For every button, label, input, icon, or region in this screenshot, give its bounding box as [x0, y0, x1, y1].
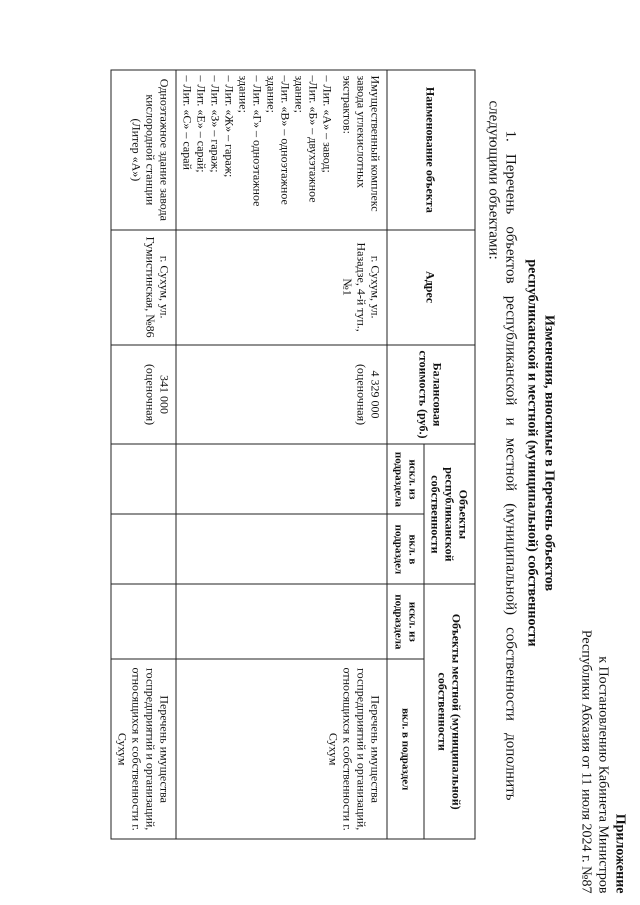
cell-name [111, 70, 176, 230]
cell-rep-incl [176, 514, 387, 584]
appendix-line-1: к Постановлению Кабинета Министров [595, 655, 610, 893]
cell-name [176, 70, 387, 230]
header-rep-excl: искл. из подраздела [387, 444, 424, 514]
cell-value: 4 329 000 (оценочная) [176, 344, 387, 444]
cell-rep-excl [111, 444, 176, 514]
cell-mun-excl [111, 584, 176, 659]
header-value: Балансовая стоимость (руб.) [387, 344, 475, 444]
appendix-block [577, 629, 628, 893]
cell-mun-excl [176, 584, 387, 659]
name-line: Имущественный комплекс завода углекислотных экстрактов: [340, 75, 382, 212]
name-line: – Лит. «Г» – одноэтажное здание; [236, 75, 264, 206]
header-mun-incl: вкл. в подраздел [387, 659, 424, 839]
objects-table [110, 69, 475, 839]
cell-rep-incl [111, 514, 176, 584]
heading-line-1: Изменения, вносимые в Перечень объектов [541, 314, 556, 591]
header-municipal: Объекты местной (муниципальной) собственности [424, 584, 475, 839]
heading-line-2: республиканской и местной (муниципальной) собственности [524, 258, 539, 647]
cell-address: г. Сухум, ул. Гумистинская, №86 [111, 229, 176, 344]
table-header-row [424, 70, 475, 839]
name-line: – Лит. «Ж» – гараж; [222, 75, 236, 177]
header-rep-incl: вкл. в подраздел [387, 514, 424, 584]
name-line: – Лит. «З» – гараж; [208, 75, 222, 173]
cell-address: г. Сухум, ул. Назадзе, 4-й туп., №1 [176, 229, 387, 344]
header-republican: Объекты республиканской собственности [424, 444, 475, 584]
name-line: – Лит. «Е» – сарай; [194, 75, 208, 173]
name-line: Одноэтажное здание завода кислородной станции (Литер «А») [129, 78, 171, 221]
name-line: –Лит. «Б» – двухэтажное здание; [292, 75, 320, 203]
header-name: Наименование объекта [387, 70, 475, 230]
intro-paragraph: 1. Перечень объектов республиканской и местной (муниципальной) собственности дополнить следующими объектами: [485, 100, 518, 800]
document-heading [523, 0, 557, 905]
table-row [176, 70, 387, 839]
name-line: – Лит. «А» – завод; [320, 75, 334, 173]
header-address: Адрес [387, 229, 475, 344]
cell-mun-incl: Перечень имущества госпредприятий и организаций, относящихся к собственности г. Сухум [176, 659, 387, 839]
name-line: –Лит. «В» – одноэтажное здание; [264, 75, 292, 205]
cell-mun-incl: Перечень имущества госпредприятий и организаций, относящихся к собственности г. Сухум [111, 659, 176, 839]
cell-value: 341 000 (оценочная) [111, 344, 176, 444]
name-line: – Лит. «С» – сарай [180, 75, 194, 170]
appendix-line-2: Республики Абхазия от 11 июля 2024 г. №87 [578, 629, 593, 893]
header-mun-excl: искл. из подраздела [387, 584, 424, 659]
appendix-title: Приложение [612, 813, 627, 893]
cell-rep-excl [176, 444, 387, 514]
table-row [111, 70, 176, 839]
